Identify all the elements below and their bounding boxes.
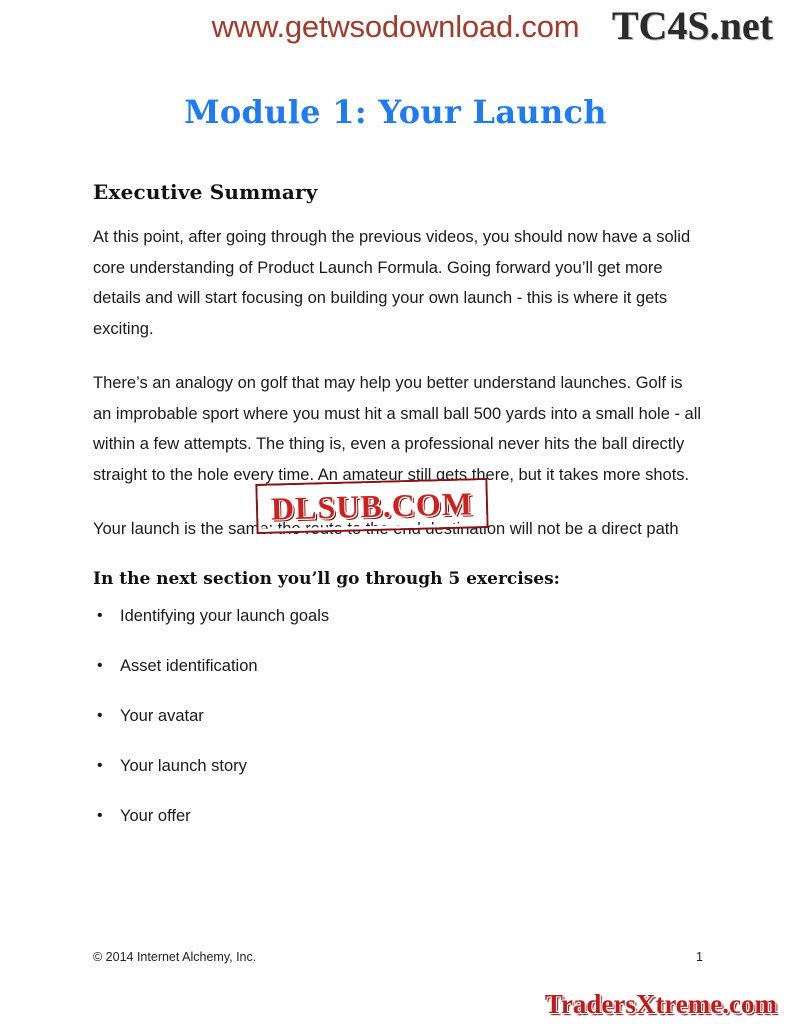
- list-item-label: Identifying your launch goals: [120, 606, 330, 625]
- footer-page-number: 1: [696, 950, 703, 964]
- watermark-bottom-label: TradersXtreme.com: [544, 989, 777, 1019]
- watermark-top-right: TC4S.net: [611, 3, 773, 48]
- paragraph-2: There’s an analogy on golf that may help you better understand launches. Golf is an improbable sport where you must hit a small ball 500 yards into a small hole - all within a few attempts. The thing is, even a professional never hits the ball directly straight to the hole every time. An amateur still gets there, but it takes more shots.: [93, 374, 702, 484]
- sub-heading-next-section: In the next section you’ll go through 5 exercises:: [93, 568, 560, 589]
- bullet-icon: •: [97, 806, 103, 824]
- list-item-label: Your launch story: [120, 756, 247, 775]
- list-item: [93, 605, 703, 627]
- bullet-icon: •: [97, 656, 103, 674]
- paragraph-1: At this point, after going through the previous videos, you should now have a solid core understanding of Product Launch Formula. Going forward you’ll get more details and will start focusing on building your own launch - this is where it gets exciting.: [93, 228, 691, 338]
- list-item: [93, 755, 703, 777]
- list-item: [93, 655, 703, 677]
- section-heading-executive-summary: Executive Summary: [93, 180, 318, 204]
- watermark-top-url: www.getwsodownload.com: [211, 9, 580, 44]
- document-content: [93, 180, 703, 855]
- page-title: Module 1: Your Launch: [184, 93, 607, 131]
- bullet-icon: •: [97, 706, 103, 724]
- paragraph-3: Your launch is the same: the route to the end destination will not be a direct path: [93, 520, 679, 538]
- list-item: [93, 705, 703, 727]
- bullet-icon: •: [97, 756, 103, 774]
- page-footer: [93, 950, 703, 964]
- list-item-label: Your offer: [120, 806, 191, 825]
- watermark-middle-label: DLSUB.COM: [257, 480, 486, 532]
- list-item: [93, 805, 703, 827]
- list-item-label: Asset identification: [120, 656, 258, 675]
- exercise-list: [93, 605, 703, 827]
- bullet-icon: •: [97, 606, 103, 624]
- footer-copyright: © 2014 Internet Alchemy, Inc.: [93, 950, 257, 964]
- list-item-label: Your avatar: [120, 706, 204, 725]
